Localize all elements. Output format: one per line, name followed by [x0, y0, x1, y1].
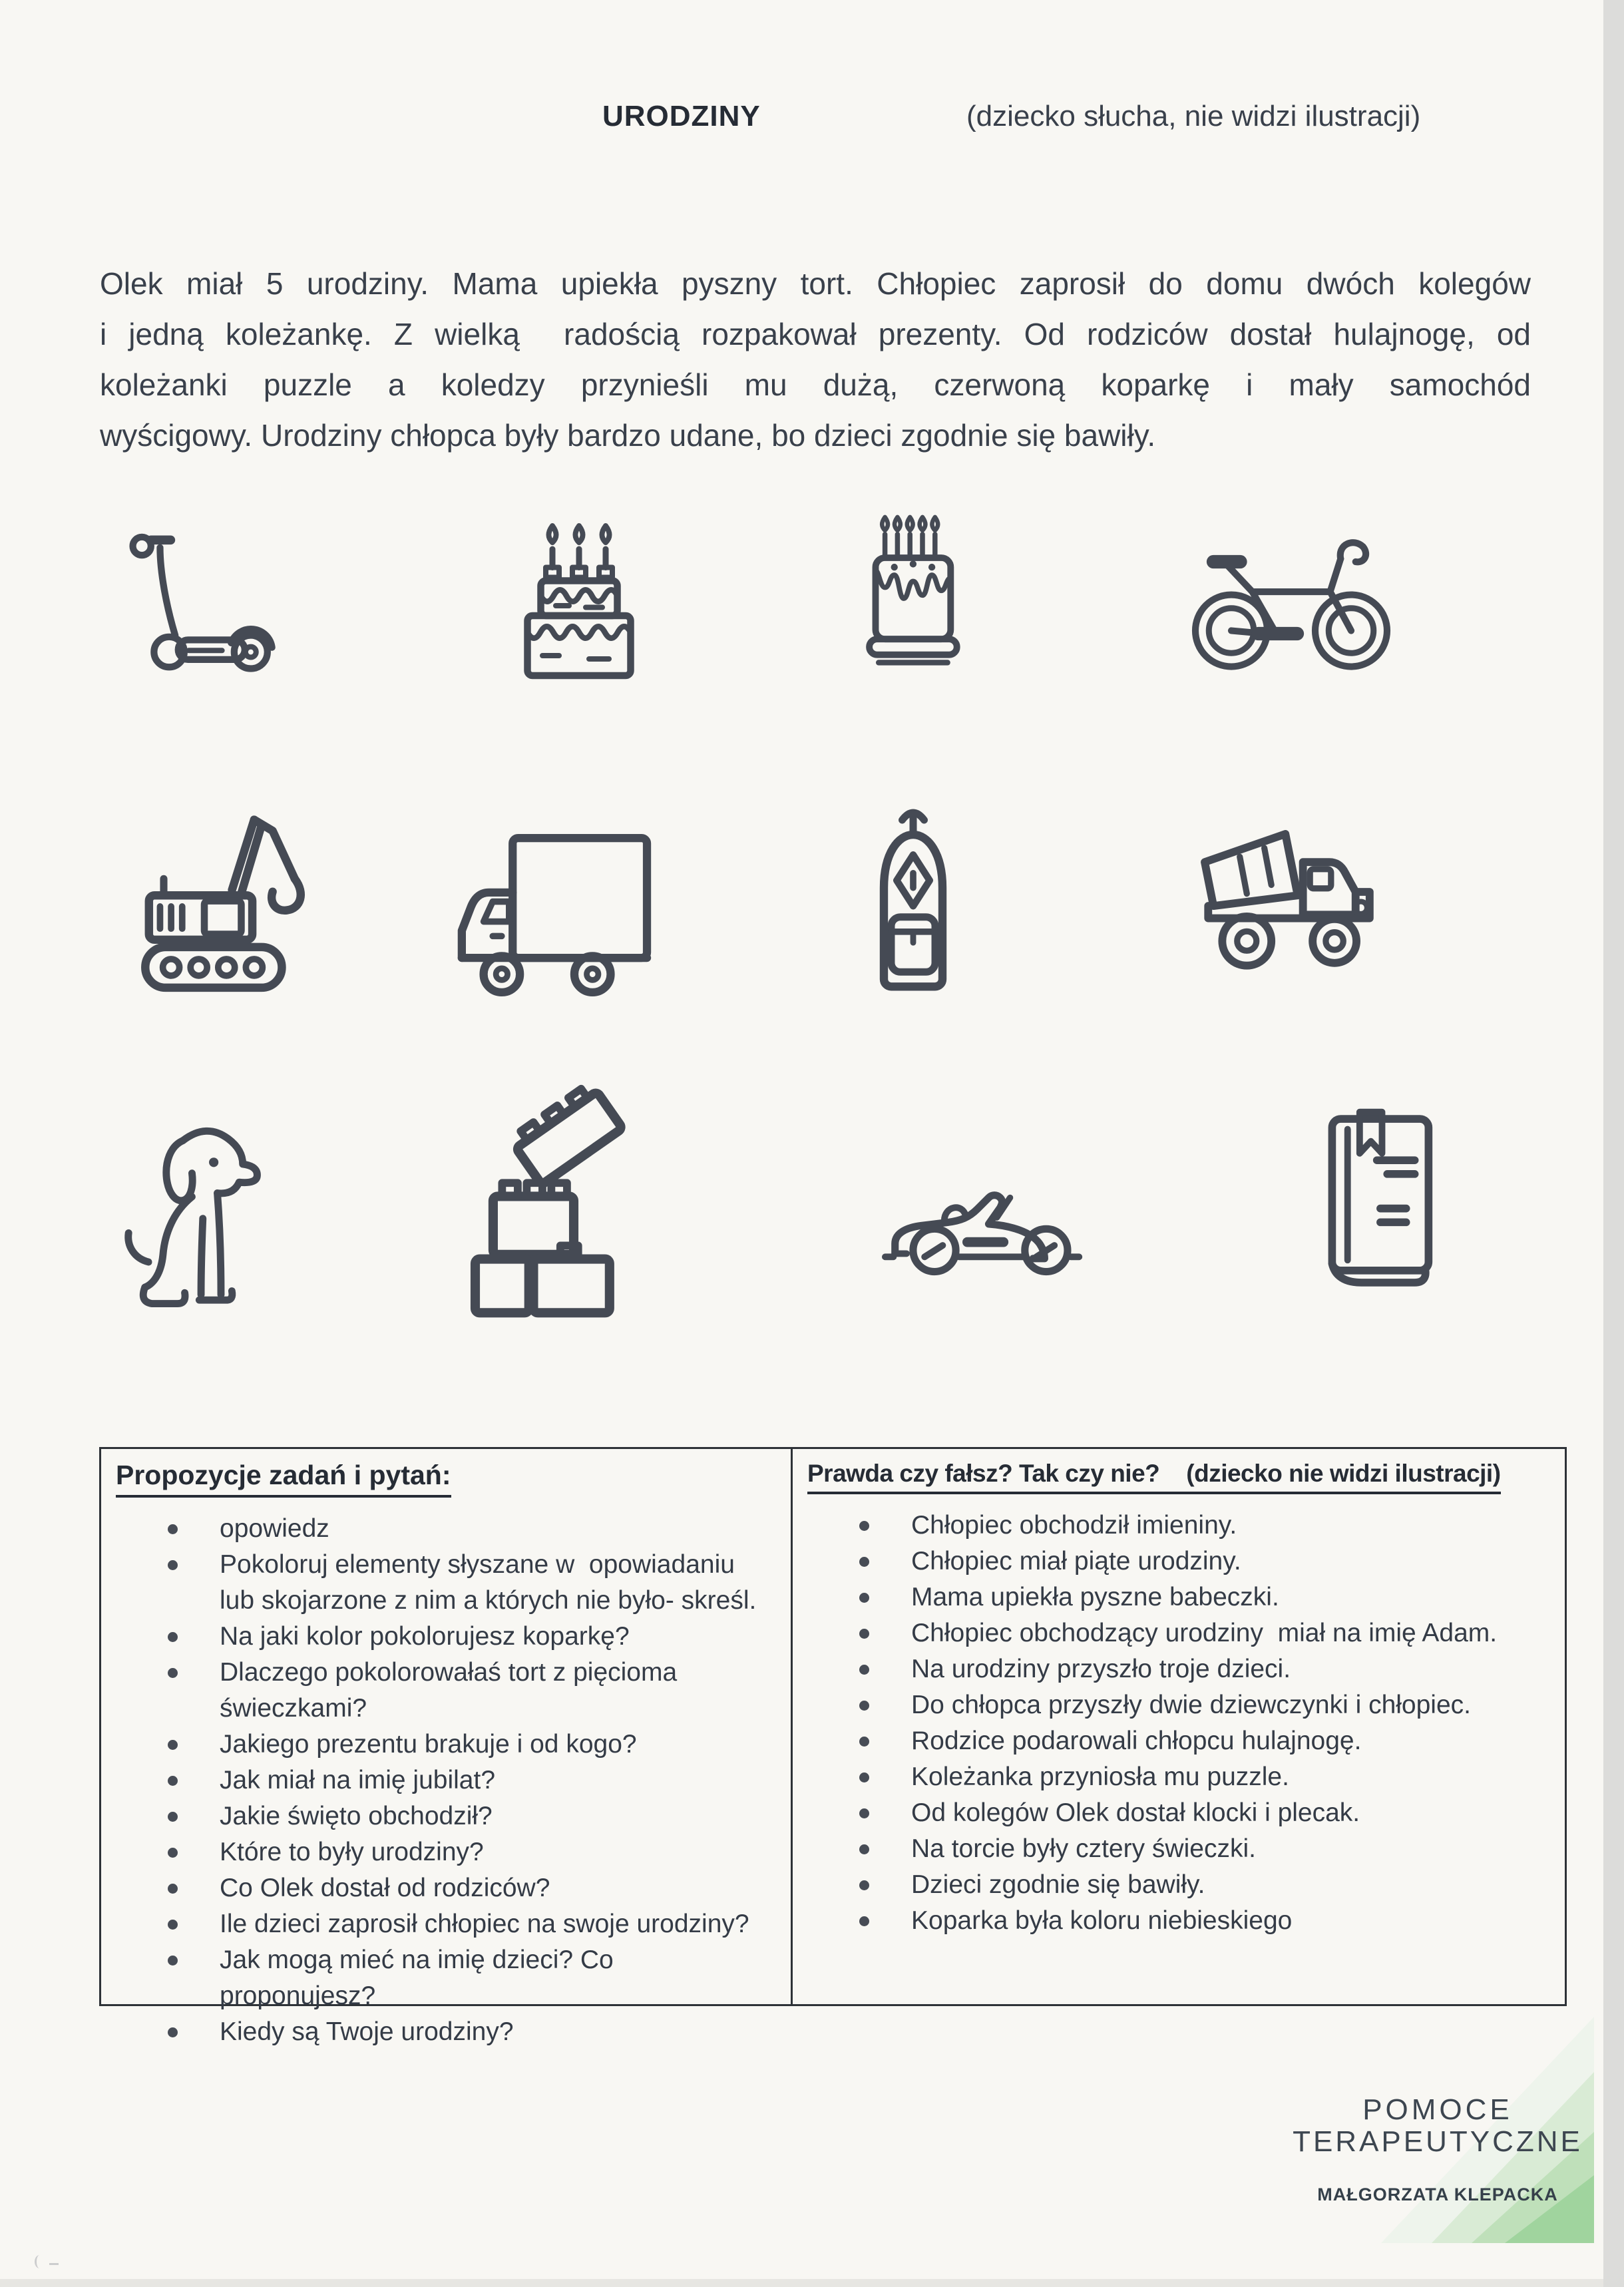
task-item: Na jaki kolor pokolorujesz koparkę? [153, 1619, 776, 1655]
statement-item: Koparka była koloru niebieskiego [845, 1903, 1550, 1939]
statement-item: Na torcie były cztery świeczki. [845, 1831, 1550, 1867]
story-line: Olek miał 5 urodziny. Mama upiekła pyszny tort. Chłopiec zaprosił do domu dwóch kolegów [100, 266, 1531, 301]
task-item: Jak miał na imię jubilat? [153, 1763, 776, 1798]
story-line: wyścigowy. Urodziny chłopca były bardzo udane, bo dzieci zgodnie się bawiły. [100, 418, 1156, 453]
task-item: opowiedz [153, 1511, 776, 1547]
logo-line-1: POMOCE [1362, 2093, 1513, 2126]
logo-line-2: TERAPEUTYCZNE [1293, 2125, 1583, 2158]
story-line: koleżanki puzzle a koledzy przynieśli mu dużą, czerwoną koparkę i mały samochód [100, 367, 1531, 402]
building-blocks-icon [426, 1078, 672, 1328]
tasks-column [101, 1449, 791, 2046]
truefalse-column [791, 1449, 1565, 2004]
story-paragraph [100, 258, 1531, 461]
convertible-car-icon [882, 1161, 1145, 1280]
bicycle-icon [1185, 526, 1398, 676]
truefalse-column-header [807, 1460, 1501, 1494]
tasks-list [153, 1511, 776, 2050]
task-item: Co Olek dostał od rodziców? [153, 1870, 776, 1906]
statement-item: Koleżanka przyniosła mu puzzle. [845, 1759, 1550, 1795]
story-line: i jedną koleżankę. Z wielką radością rozpakował prezenty. Od rodziców dostał hulajnogę, od [100, 317, 1531, 351]
task-item: Które to były urodziny? [153, 1834, 776, 1870]
task-item: Ile dzieci zaprosił chłopiec na swoje urodziny? [153, 1906, 776, 1942]
logo-author-name: MAŁGORZATA KLEPACKA [1317, 2184, 1558, 2204]
birthday-cake-five-candles-icon [829, 506, 985, 672]
truefalse-header-note: (dziecko nie widzi ilustracji) [1186, 1460, 1501, 1487]
scan-artifact [35, 2254, 75, 2274]
statement-item: Rodzice podarowali chłopcu hulajnogę. [845, 1723, 1550, 1759]
statement-item: Na urodziny przyszło troje dzieci. [845, 1651, 1550, 1687]
page-title: URODZINY [602, 100, 761, 132]
publisher-logo [1251, 2094, 1624, 2205]
scooter-icon [113, 519, 280, 679]
dog-icon [123, 1112, 286, 1315]
scan-bottom-edge [0, 2279, 1603, 2287]
statement-item: Do chłopca przyszły dwie dziewczynki i chłopiec. [845, 1687, 1550, 1723]
tasks-column-header [116, 1460, 451, 1498]
questions-table [99, 1447, 1567, 2046]
birthday-cake-three-candles-icon [489, 509, 656, 682]
task-item: Pokoloruj elementy słyszane w opowiadaniu lub skojarzone z nim a których nie było- skreśl. [153, 1547, 776, 1619]
statement-item: Od kolegów Olek dostał klocki i plecak. [845, 1795, 1550, 1831]
task-item: Jakiego prezentu brakuje i od kogo? [153, 1727, 776, 1763]
dump-truck-icon [1181, 795, 1421, 988]
task-item: Dlaczego pokolorowałaś tort z pięcioma świeczkami? [153, 1655, 776, 1727]
task-item: Jakie święto obchodził? [153, 1798, 776, 1834]
truefalse-list [845, 1508, 1550, 1939]
excavator-icon [123, 785, 326, 1002]
statement-item: Mama upiekła pyszne babeczki. [845, 1579, 1550, 1615]
statement-item: Dzieci zgodnie się bawiły. [845, 1867, 1550, 1903]
box-truck-icon [429, 805, 672, 1005]
book-icon [1305, 1098, 1451, 1295]
backpack-icon [840, 792, 986, 1002]
statement-item: Chłopiec obchodził imieniny. [845, 1508, 1550, 1544]
task-item: Kiedy są Twoje urodziny? [153, 2014, 776, 2050]
tasks-header-label: Propozycje zadań i pytań: [116, 1460, 451, 1490]
statement-item: Chłopiec miał piąte urodziny. [845, 1544, 1550, 1579]
statement-item: Chłopiec obchodzący urodziny miał na imię Adam. [845, 1615, 1550, 1651]
task-item: Jak mogą mieć na imię dzieci? Co proponujesz? [153, 1942, 776, 2014]
page-title-note: (dziecko słucha, nie widzi ilustracji) [966, 100, 1421, 132]
truefalse-header-question: Prawda czy fałsz? Tak czy nie? [807, 1460, 1160, 1487]
